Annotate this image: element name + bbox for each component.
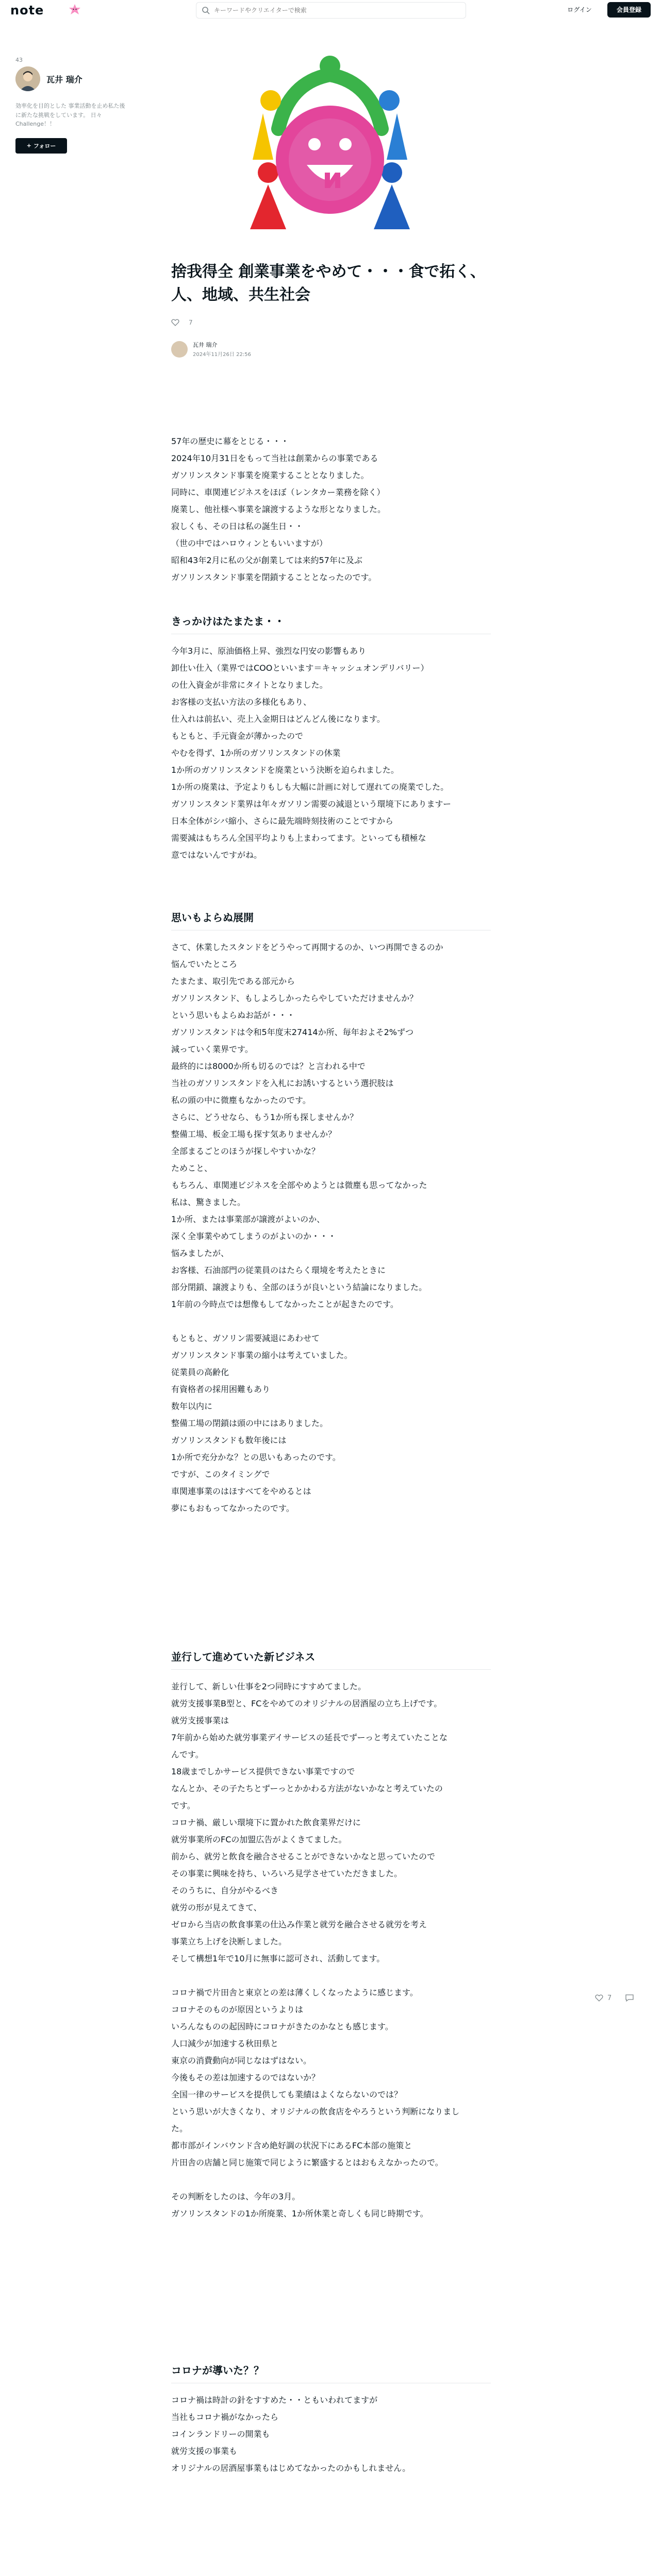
paragraph-line: 1か所、または事業部が譲渡がよいのか、 <box>171 1214 325 1224</box>
paragraph-line: 就労支援事業B型と、FCをやめてのオリジナルの居酒屋の立ち上げです。 <box>171 1699 442 1708</box>
article-meta <box>171 341 491 358</box>
paragraph-line: ガソリンスタンド事業の縮小は考えていました。 <box>171 1350 353 1360</box>
paragraph-line <box>171 1313 491 1330</box>
paragraph-line: 今後もその差は加速するのではないか？ <box>171 2073 320 2082</box>
paragraph-line: 深く全事業やめてしまうのがよいのか・・・ <box>171 1231 337 1241</box>
author-row <box>15 66 129 91</box>
paragraph-line: コロナ禍、厳しい環境下に置かれた飲食業界だけに <box>171 1818 361 1827</box>
paragraph-line: 整備工場の閉鎖は頭の中にはありました。 <box>171 1418 328 1428</box>
search-box[interactable] <box>196 2 466 19</box>
author-bio: 効率化を目的とした 事業活動を止め私た後に新たな挑戦をしています。 日々 Challenge！！ <box>15 103 125 128</box>
paragraph-line: の仕入資金が非常にタイトとなりました。 <box>171 680 328 690</box>
heart-icon <box>595 1994 603 2002</box>
paragraph-line: 前から、就労と飲食を融合させることができないかなと思っていたので <box>171 1852 436 1861</box>
like-row <box>171 319 491 326</box>
title-line-2: 人、地域、共生社会 <box>171 286 310 304</box>
paragraph-line: 2024年10月31日をもって当社は創業からの事業である <box>171 453 378 463</box>
article-body <box>171 433 491 586</box>
section-intro <box>171 433 491 586</box>
paragraph-line: さて、休業したスタンドをどうやって再開するのか、いつ再開できるのか <box>171 942 443 952</box>
paragraph-line: 減っていく業界です。 <box>171 1044 253 1054</box>
paragraph-line: 就労の形が見えてきて、 <box>171 1903 262 1912</box>
paragraph-line: 就労支援事業は <box>171 1716 229 1725</box>
paragraph-line: 部分閉鎖、譲渡よりも、全部のほうが良いという結論になりました。 <box>171 1282 427 1292</box>
paragraph-line: 東京の消費動向が同じなはずはない。 <box>171 2056 312 2065</box>
paragraph-line: 同時に、車関連ビジネスをほぼ（レンタカー業務を除く） <box>171 487 385 497</box>
paragraph-line: 18歳までしかサービス提供できない事業ですので <box>171 1767 355 1776</box>
meta-author[interactable]: 瓦井 瑞介 <box>193 342 218 348</box>
meta-text <box>193 341 251 358</box>
paragraph-line: やむを得ず、1か所のガソリンスタンドの休業 <box>171 748 341 758</box>
paragraph-line: 当社もコロナ禍がなかったら <box>171 2412 279 2422</box>
article-title <box>171 260 491 307</box>
article-counter: 43 <box>15 57 23 63</box>
paragraph-line: その事業に興味を持ち、いろいろ見学させていただきました。 <box>171 1869 403 1878</box>
comment-icon[interactable] <box>625 1994 634 2002</box>
paragraph-line: もともと、手元資金が薄かったので <box>171 731 304 741</box>
paragraph-line: なんとか、その子たちとずーっとかかわる方法がないかなと考えていたの <box>171 1784 443 1793</box>
paragraph-line: 悩んでいたところ <box>171 959 238 969</box>
paragraph-line: 私の頭の中に微塵もなかったのです。 <box>171 1095 311 1105</box>
paragraph-line: 1か所のガソリンスタンドを廃業という決断を迫られました。 <box>171 765 399 775</box>
paragraph-line: 並行して、新しい仕事を2つ同時にすすめてました。 <box>171 1682 367 1691</box>
follow-label: フォロー <box>33 142 56 149</box>
paragraph-line: もともと、ガソリン需要減退にあわせて <box>171 1333 320 1343</box>
like-count: 7 <box>189 319 193 326</box>
paragraph-line: 今年3月に、原油価格上昇、強烈な円安の影響もあり <box>171 646 367 656</box>
paragraph-line: ガソリンスタンド事業を廃業することとなりました。 <box>171 470 369 480</box>
paragraph-line: （世の中ではハロウィンともいいますが） <box>171 538 328 548</box>
paragraph-line: 車関連事業のはほすべてをやめるとは <box>171 1486 311 1496</box>
paragraph-line: お客様、石油部門の従業員のはたらく環境を考えたときに <box>171 1265 386 1275</box>
paragraph-line: コインランドリーの開業も <box>171 2429 270 2439</box>
floating-actions <box>595 1994 634 2002</box>
paragraph-line: ガソリンスタンドの1か所廃業、1か所休業と奇しくも同じ時期です。 <box>171 2209 428 2218</box>
paragraph-line: 事業立ち上げを決断しました。 <box>171 1937 287 1946</box>
paragraph-line: 就労事業所のFCの加盟広告がよくきてました。 <box>171 1835 347 1844</box>
paragraph-line: 日本全体がシバ縮小、さらに最先端時刻技術のことですから <box>171 816 393 826</box>
mascot-icon <box>67 3 82 16</box>
paragraph-line: ですが、このタイミングで <box>171 1469 270 1479</box>
site-header <box>0 0 662 21</box>
paragraph-line: 57年の歴史に幕をとじる・・・ <box>171 436 289 446</box>
paragraph-line: ガソリンスタンド、もしよろしかったらやしていただけませんか？ <box>171 993 418 1003</box>
paragraph-line: という思いが大きくなり、オリジナルの飲食店をやろうという判断になりまし <box>171 2107 460 2116</box>
paragraph-line: という思いもよらぬお話が・・・ <box>171 1010 295 1020</box>
paragraph-line: 夢にもおもってなかったのです。 <box>171 1503 294 1513</box>
floating-like[interactable] <box>595 1994 611 2002</box>
heart-icon[interactable] <box>171 319 179 326</box>
paragraph-line: 全国一律のサービスを提供しても業績はよくならないのでは？ <box>171 2090 403 2099</box>
paragraph-line: 寂しくも、その日は私の誕生日・・ <box>171 521 304 531</box>
paragraph-line: 都市部がインバウンド含め絶好調の状況下にあるFC本部の施策と <box>171 2141 412 2150</box>
paragraph-line: 7年前から始めた就労事業デイサービスの延長でずーっと考えていたことな <box>171 1733 448 1742</box>
section-heading: きっかけはたまたま・・ <box>171 615 285 628</box>
paragraph-line: 整備工場、板金工場も探す気ありませんか？ <box>171 1129 337 1139</box>
paragraph-line: ガソリンスタンドも数年後には <box>171 1435 287 1445</box>
plus-icon: + <box>26 142 31 149</box>
paragraph-line: 廃業し、他社様へ事業を譲渡するような形となりました。 <box>171 504 386 514</box>
signup-button[interactable]: 会員登録 <box>607 2 651 18</box>
paragraph-line: もちろん、車関連ビジネスを全部やめようとは微塵も思ってなかった <box>171 1180 427 1190</box>
paragraph-line: ガソリンスタンドは令和5年度末27414か所、毎年およそ2%ずつ <box>171 1027 413 1037</box>
paragraph-line: 就労支援の事業も <box>171 2446 238 2456</box>
paragraph-line: コロナそのものが原因というよりは <box>171 2005 304 2014</box>
article-header <box>171 260 491 358</box>
paragraph-line: オリジナルの居酒屋事業もはじめてなかったのかもしれません。 <box>171 2463 411 2473</box>
paragraph-line: 1か所で充分かな？との思いもあったのです。 <box>171 1452 341 1462</box>
section-unexpected <box>171 909 491 1517</box>
hero-image <box>232 52 428 237</box>
author-name[interactable]: 瓦井 瑞介 <box>46 74 82 84</box>
paragraph-line: 1か所の廃業は、予定よりもしも大幅に計画に対して遅れての廃業でした。 <box>171 782 449 792</box>
section-new-business <box>171 1649 491 2222</box>
avatar-image <box>15 66 40 91</box>
paragraph-line: その判断をしたのは、今年の3月。 <box>171 2192 301 2201</box>
note-logo[interactable]: note <box>10 3 44 18</box>
section-trigger <box>171 613 491 863</box>
paragraph-line: 全部まるごとのほうが探しやすいかな？ <box>171 1146 320 1156</box>
paragraph-line: 卸仕い仕入（業界ではCOOといいます＝キャッシュオンデリバリー） <box>171 663 429 673</box>
paragraph-line: ガソリンスタンド業界は年々ガソリン需要の減退という環境下にありますー <box>171 799 452 809</box>
paragraph-line: 仕入れは前払い、売上入金期日はどんどん後になります。 <box>171 714 385 724</box>
section-heading: コロナが導いた？？ <box>171 2364 264 2377</box>
paragraph-line: そして構想1年で10月に無事に認可され、活動してます。 <box>171 1954 385 1963</box>
search-icon <box>202 6 210 14</box>
paragraph-line: お客様の支払い方法の多様化もあり、 <box>171 697 312 707</box>
paragraph-line: ガソリンスタンド事業を閉鎖することとなったのです。 <box>171 572 377 582</box>
paragraph-line: 私は、驚きました。 <box>171 1197 246 1207</box>
paragraph-line: 昭和43年2月に私の父が創業しては来約57年に及ぶ <box>171 555 362 565</box>
paragraph-line: んです。 <box>171 1750 204 1759</box>
section-heading: 並行して進めていた新ビジネス <box>171 1651 316 1663</box>
login-button[interactable]: ログイン <box>567 6 592 13</box>
title-line-1: 捨我得全 創業事業をやめて・・・食で拓く、 <box>171 263 486 281</box>
paragraph-line: 片田舎の店舗と同じ施策で同じように繁盛するとはおもえなかったので。 <box>171 2158 443 2167</box>
paragraph-line: コロナ禍は時計の針をすすめた・・ともいわれてますが <box>171 2395 378 2405</box>
paragraph-line: たまたま、取引先である部元から <box>171 976 295 986</box>
paragraph-line: です。 <box>171 1801 195 1810</box>
paragraph-line: 1年前の今時点では想像もしてなかったことが起きたのです。 <box>171 1299 399 1309</box>
paragraph-line <box>171 2171 491 2188</box>
paragraph-line: 当社のガソリンスタンドを入札にお誘いするという選択肢は <box>171 1078 394 1088</box>
paragraph-line: 数年以内に <box>171 1401 213 1411</box>
section-heading: 思いもよらぬ展開 <box>171 911 254 924</box>
avatar[interactable] <box>15 66 40 91</box>
paragraph-line: 需要減はもちろん全国平均よりも上まわってます。といっても積極な <box>171 833 426 843</box>
paragraph-line: 最終的には8000か所も切るのでは？と言われる中で <box>171 1061 366 1071</box>
paragraph-line: コロナ禍で片田舎と東京との差は薄くしくなったように感じます。 <box>171 1988 418 1997</box>
follow-button[interactable] <box>15 138 67 154</box>
section-corona <box>171 2362 491 2477</box>
paragraph-line: さらに、どうせなら、もう1か所も探しませんか？ <box>171 1112 358 1122</box>
avatar[interactable] <box>171 341 188 358</box>
paragraph-line: た。 <box>171 2124 188 2133</box>
publish-date: 2024年11月26日 22:56 <box>193 352 251 358</box>
paragraph-line: 従業員の高齢化 <box>171 1367 229 1377</box>
paragraph-line: そのうちに、自分がやるべき <box>171 1886 279 1895</box>
paragraph-line: ためこと、 <box>171 1163 213 1173</box>
paragraph-line <box>171 1967 491 1984</box>
paragraph-line: ゼロから当店の飲食事業の仕込み作業と就労を融合させる就労を考え <box>171 1920 427 1929</box>
paragraph-line: いろんなものの起因時にコロナがきたのかなとも感じます。 <box>171 2022 393 2031</box>
author-sidebar <box>15 57 129 154</box>
paragraph-line: 有資格者の採用困難もあり <box>171 1384 271 1394</box>
search-input[interactable] <box>214 3 461 18</box>
paragraph-line: 悩みましたが、 <box>171 1248 229 1258</box>
paragraph-line: 意ではないんですがね。 <box>171 850 262 860</box>
paragraph-line: 人口減少が加速する秋田県と <box>171 2039 279 2048</box>
floating-like-count: 7 <box>607 1994 612 2002</box>
